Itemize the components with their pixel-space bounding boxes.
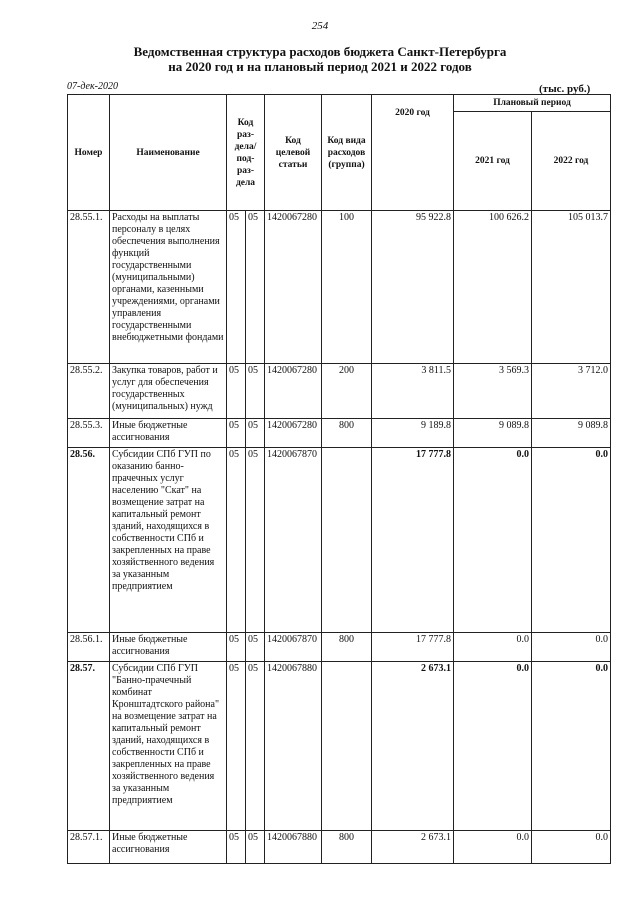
- header-section-code: Код раз- дела/ под- раз- дела: [227, 95, 265, 211]
- row-target-code: 1420067280: [265, 419, 322, 448]
- row-subsection: 05: [246, 211, 265, 364]
- table-row: [68, 364, 611, 419]
- row-expense-type: [322, 448, 372, 633]
- row-value-2022: 0.0: [532, 662, 611, 831]
- row-subsection: 05: [246, 831, 265, 864]
- row-number: 28.55.1.: [68, 211, 110, 364]
- row-name: Иные бюджетные ассигнования: [110, 831, 227, 864]
- units-label: (тыс. руб.): [539, 83, 591, 95]
- row-value-2022: 0.0: [532, 448, 611, 633]
- header-2021: 2021 год: [454, 112, 532, 211]
- row-value-2020: 17 777.8: [372, 448, 454, 633]
- row-expense-type: [322, 662, 372, 831]
- header-number: Номер: [68, 95, 110, 211]
- row-name: Иные бюджетные ассигнования: [110, 419, 227, 448]
- row-section: 05: [227, 633, 246, 662]
- table-header: [68, 95, 611, 211]
- table-body: [68, 211, 611, 864]
- row-expense-type: 800: [322, 633, 372, 662]
- row-value-2020: 9 189.8: [372, 419, 454, 448]
- row-number: 28.57.: [68, 662, 110, 831]
- row-subsection: 05: [246, 662, 265, 831]
- row-value-2021: 0.0: [454, 633, 532, 662]
- row-name: Закупка товаров, работ и услуг для обеспечения государственных (муниципальных) нужд: [110, 364, 227, 419]
- row-name: Расходы на выплаты персоналу в целях обеспечения выполнения функций государственными (муниципальными) органами, казенными учреждениями, органами управления государственными внебюджетными фондами: [110, 211, 227, 364]
- row-number: 28.56.1.: [68, 633, 110, 662]
- row-name: Субсидии СПб ГУП "Банно-прачечный комбинат Кронштадтского района" на возмещение затрат на капитальный ремонт зданий, находящихся в собственности СПб и закрепленных на праве хозяйственного ведения за указанным предприятием: [110, 662, 227, 831]
- row-target-code: 1420067870: [265, 448, 322, 633]
- page-number: 254: [311, 20, 329, 32]
- row-value-2020: 95 922.8: [372, 211, 454, 364]
- row-expense-type: 200: [322, 364, 372, 419]
- row-name: Иные бюджетные ассигнования: [110, 633, 227, 662]
- table-row: [68, 448, 611, 633]
- row-value-2022: 0.0: [532, 831, 611, 864]
- header-name: Наименование: [110, 95, 227, 211]
- table-row: [68, 419, 611, 448]
- title-line-1: Ведомственная структура расходов бюджета Санкт-Петербурга: [133, 44, 507, 59]
- row-value-2021: 3 569.3: [454, 364, 532, 419]
- row-value-2021: 9 089.8: [454, 419, 532, 448]
- row-value-2021: 0.0: [454, 831, 532, 864]
- header-2022: 2022 год: [532, 112, 611, 211]
- row-value-2020: 2 673.1: [372, 662, 454, 831]
- row-subsection: 05: [246, 419, 265, 448]
- row-value-2020: 2 673.1: [372, 831, 454, 864]
- row-value-2021: 100 626.2: [454, 211, 532, 364]
- row-section: 05: [227, 419, 246, 448]
- row-expense-type: 800: [322, 419, 372, 448]
- row-value-2022: 9 089.8: [532, 419, 611, 448]
- row-section: 05: [227, 662, 246, 831]
- row-subsection: 05: [246, 448, 265, 633]
- title-line-2: на 2020 год и на плановый период 2021 и 2022 годов: [168, 59, 472, 74]
- row-number: 28.55.3.: [68, 419, 110, 448]
- row-target-code: 1420067280: [265, 364, 322, 419]
- header-plan-period: Плановый период: [454, 95, 611, 112]
- header-target-code: Код целевой статьи: [265, 95, 322, 211]
- row-section: 05: [227, 831, 246, 864]
- row-value-2021: 0.0: [454, 662, 532, 831]
- table-row: [68, 831, 611, 864]
- row-value-2020: 3 811.5: [372, 364, 454, 419]
- document-date: 07-дек-2020: [67, 81, 118, 92]
- row-target-code: 1420067880: [265, 662, 322, 831]
- row-section: 05: [227, 448, 246, 633]
- document-title: [0, 44, 640, 74]
- header-expense-type: Код вида расходов (группа): [322, 95, 372, 211]
- row-number: 28.55.2.: [68, 364, 110, 419]
- row-value-2022: 0.0: [532, 633, 611, 662]
- row-value-2020: 17 777.8: [372, 633, 454, 662]
- row-value-2022: 105 013.7: [532, 211, 611, 364]
- table-row: [68, 633, 611, 662]
- row-value-2022: 3 712.0: [532, 364, 611, 419]
- row-expense-type: 800: [322, 831, 372, 864]
- row-section: 05: [227, 211, 246, 364]
- row-target-code: 1420067280: [265, 211, 322, 364]
- row-subsection: 05: [246, 364, 265, 419]
- row-expense-type: 100: [322, 211, 372, 364]
- row-number: 28.57.1.: [68, 831, 110, 864]
- row-number: 28.56.: [68, 448, 110, 633]
- row-section: 05: [227, 364, 246, 419]
- table-row: [68, 211, 611, 364]
- budget-table: [67, 94, 611, 864]
- table-row: [68, 662, 611, 831]
- row-target-code: 1420067870: [265, 633, 322, 662]
- row-name: Субсидии СПб ГУП по оказанию банно-прачечных услуг населению "Скат" на возмещение затрат на капитальный ремонт зданий, находящихся в собственности СПб и закрепленных на праве хозяйственного ведения за указанным предприятием: [110, 448, 227, 633]
- row-subsection: 05: [246, 633, 265, 662]
- row-target-code: 1420067880: [265, 831, 322, 864]
- header-2020: 2020 год: [372, 95, 454, 211]
- row-value-2021: 0.0: [454, 448, 532, 633]
